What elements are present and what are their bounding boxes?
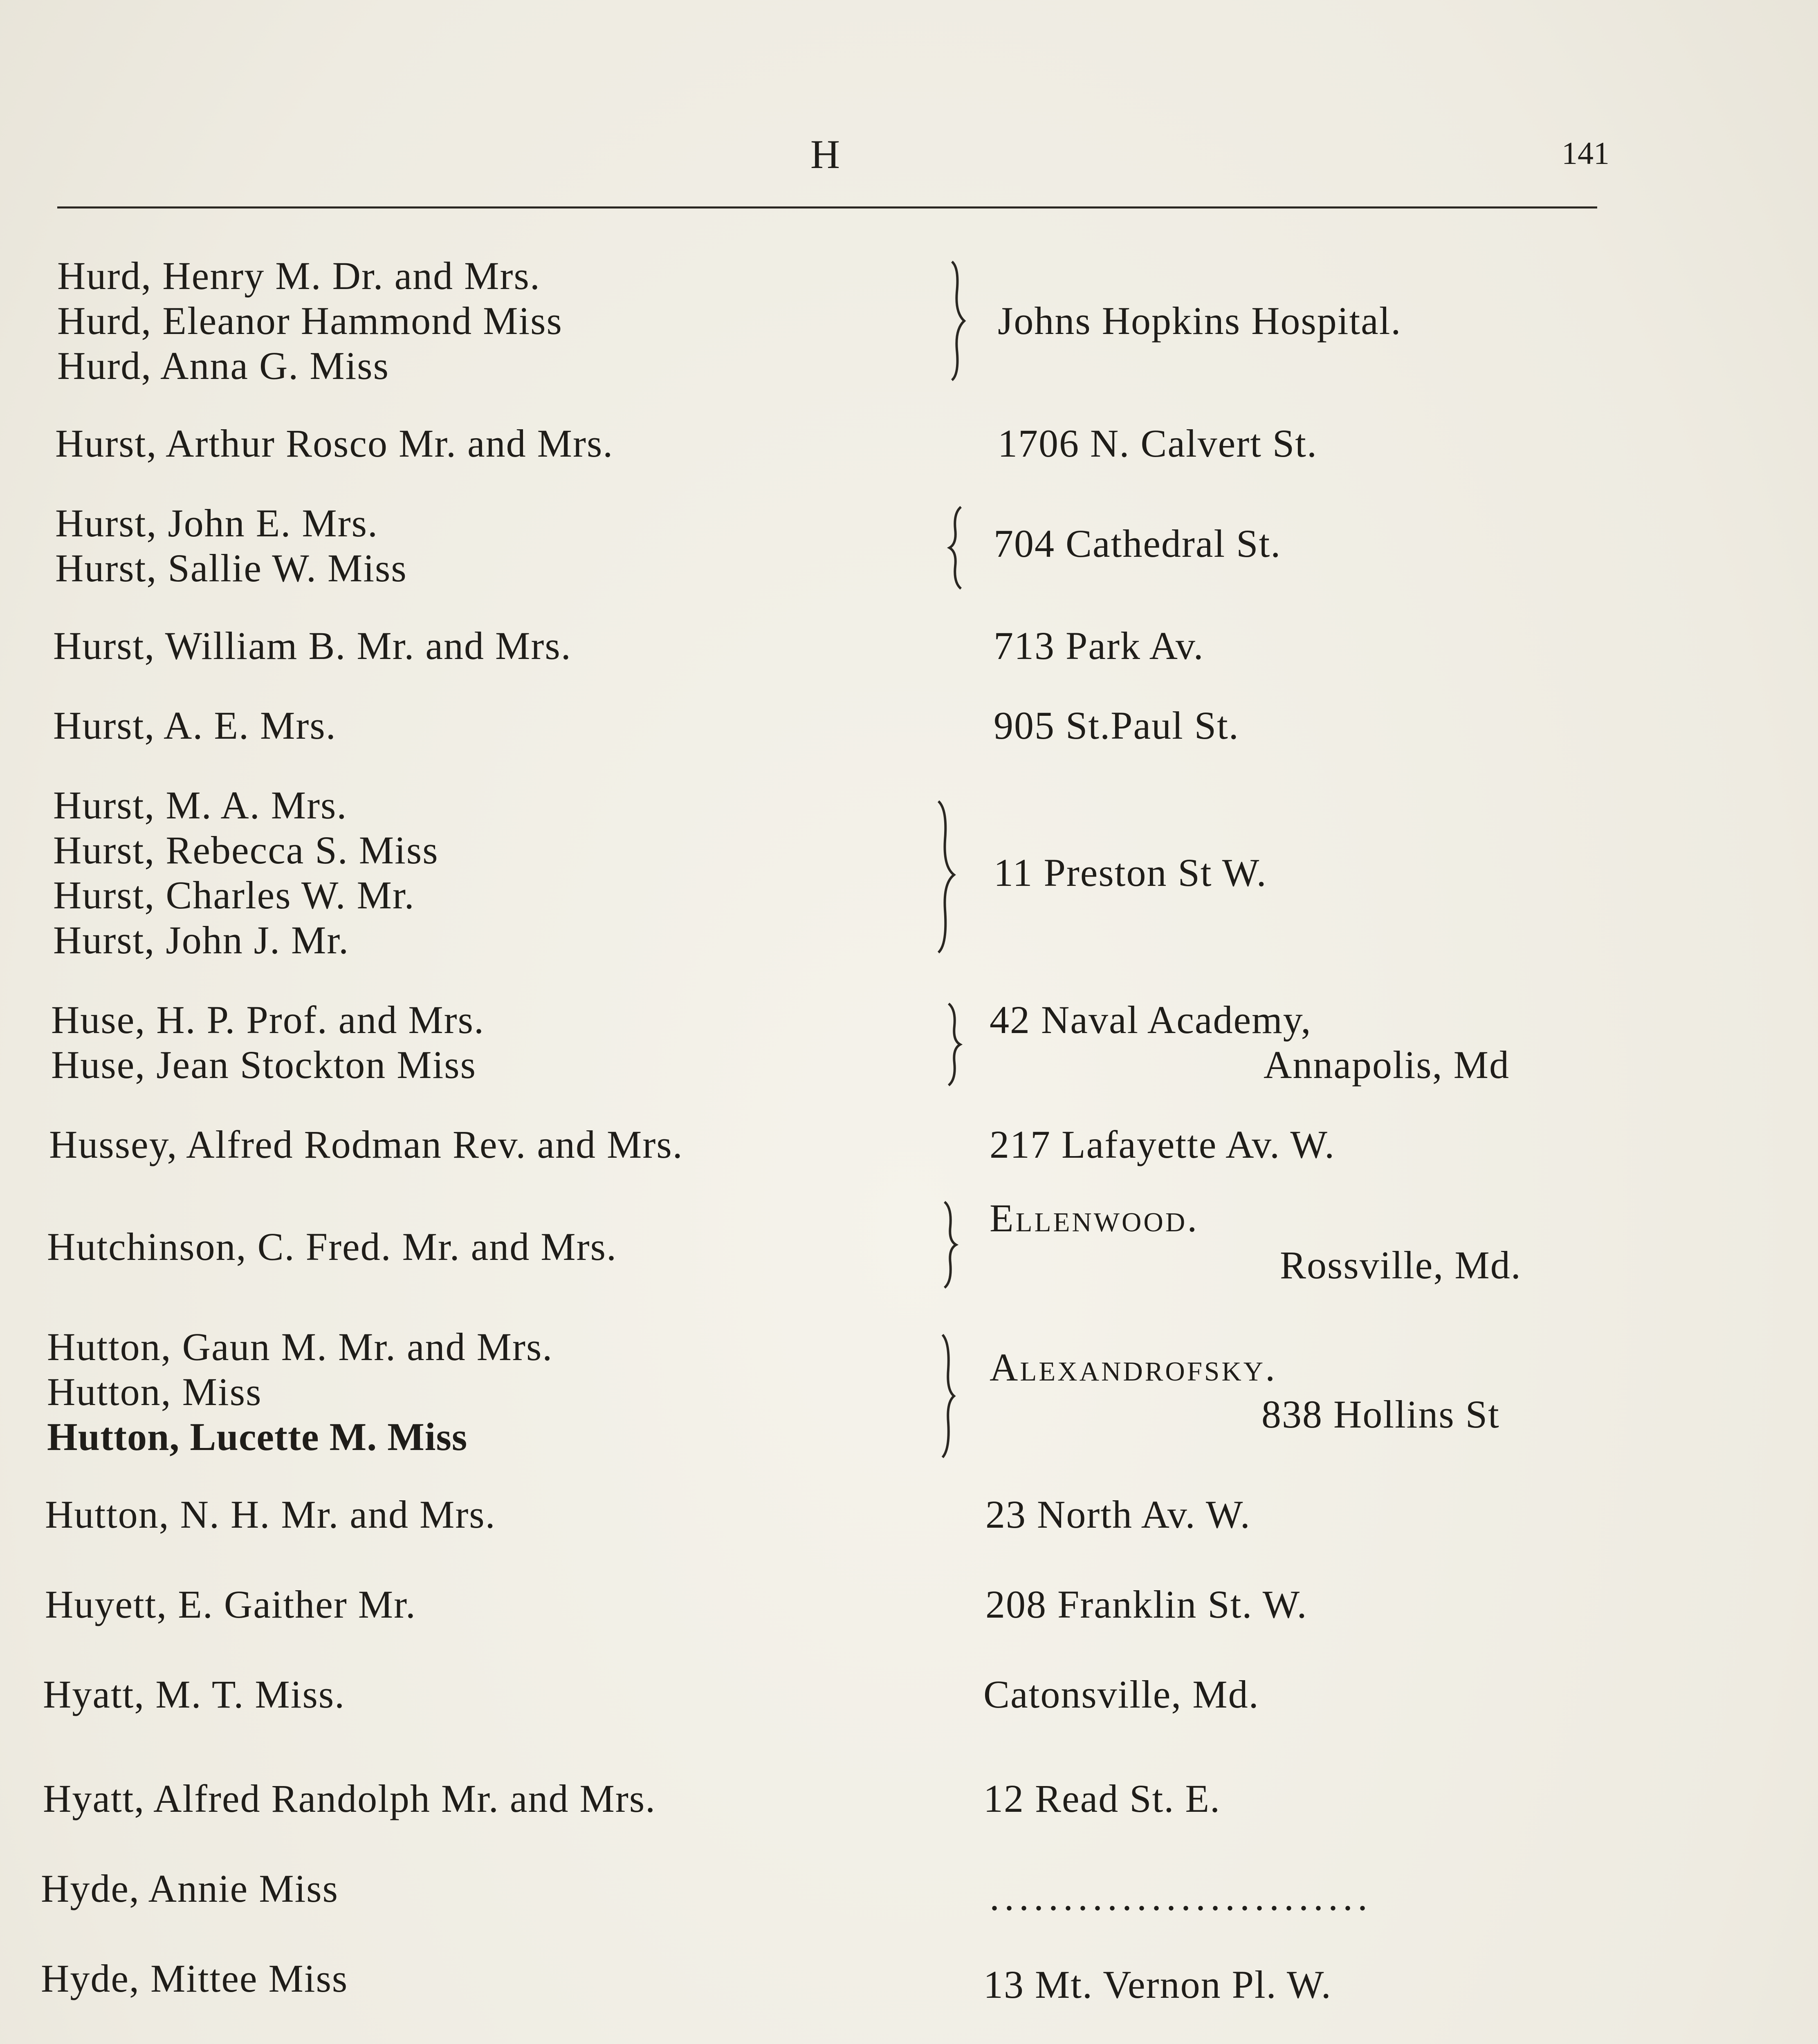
header-rule [57, 206, 1597, 208]
brace-icon [940, 1002, 965, 1087]
entry-name: Hyde, Annie Miss [41, 1867, 339, 1910]
entry-name: Hyatt, Alfred Randolph Mr. and Mrs. [43, 1777, 656, 1820]
entry-address: 713 Park Av. [994, 624, 1204, 668]
entry-address: .......................... [990, 1875, 1372, 1918]
brace-icon [930, 799, 959, 955]
entry-address: 42 Naval Academy, [990, 998, 1312, 1042]
entry-address: 217 Lafayette Av. W. [990, 1123, 1335, 1166]
entry-address: 905 St.Paul St. [994, 704, 1239, 747]
entry-address: 208 Franklin St. W. [985, 1582, 1308, 1626]
entry-address: 704 Cathedral St. [994, 522, 1282, 565]
entry-name: Hutton, N. H. Mr. and Mrs. [45, 1493, 496, 1536]
entry-name: Hutton, Lucette M. Miss [47, 1415, 468, 1459]
entry-name: Hyde, Mittee Miss [41, 1957, 348, 2000]
entry-name: Hurst, M. A. Mrs. [53, 783, 348, 827]
brace-icon [934, 1333, 959, 1459]
entry-address: 12 Read St. E. [983, 1777, 1221, 1820]
entry-name: Huyett, E. Gaither Mr. [45, 1582, 416, 1626]
brace-icon [945, 505, 969, 591]
entry-address: Johns Hopkins Hospital. [998, 299, 1402, 343]
entry-name: Hurst, Rebecca S. Miss [53, 828, 439, 872]
entry-name: Huse, H. P. Prof. and Mrs. [51, 998, 485, 1042]
entry-name: Hyatt, M. T. Miss. [43, 1672, 346, 1716]
entry-name: Hurst, Charles W. Mr. [53, 873, 415, 917]
entry-address: 23 North Av. W. [985, 1493, 1251, 1536]
entry-address: 838 Hollins St [1261, 1392, 1500, 1436]
section-letter: H [810, 132, 842, 177]
entry-name: Hurst, William B. Mr. and Mrs. [53, 624, 572, 668]
entry-name: Hurst, John J. Mr. [53, 918, 350, 962]
brace-icon [945, 260, 969, 382]
entry-address: Annapolis, Md [1264, 1043, 1510, 1087]
entry-name: Hurst, Sallie W. Miss [55, 546, 407, 590]
entry-address: Alexandrofsky. [990, 1345, 1277, 1389]
entry-name: Hurd, Anna G. Miss [57, 344, 390, 388]
entry-name: Hurd, Eleanor Hammond Miss [57, 299, 563, 343]
entry-name: Hussey, Alfred Rodman Rev. and Mrs. [49, 1123, 683, 1166]
entry-name: Hutchinson, C. Fred. Mr. and Mrs. [47, 1225, 617, 1269]
entry-name: Hurst, Arthur Rosco Mr. and Mrs. [55, 421, 614, 465]
entry-name: Hurst, John E. Mrs. [55, 501, 379, 545]
entry-name: Huse, Jean Stockton Miss [51, 1043, 476, 1087]
entry-name: Hurd, Henry M. Dr. and Mrs. [57, 254, 541, 298]
entry-address: Rossville, Md. [1280, 1243, 1522, 1287]
page-number: 141 [1562, 135, 1609, 171]
brace-icon [936, 1200, 961, 1290]
entry-name: Hurst, A. E. Mrs. [53, 704, 337, 747]
entry-name: Hutton, Miss [47, 1370, 262, 1414]
entry-name: Hutton, Gaun M. Mr. and Mrs. [47, 1325, 553, 1369]
entry-address: 11 Preston St W. [994, 851, 1267, 894]
entry-address: Ellenwood. [990, 1196, 1199, 1240]
entry-address: Catonsville, Md. [983, 1672, 1259, 1716]
entry-address: 13 Mt. Vernon Pl. W. [983, 1963, 1332, 2006]
entry-address: 1706 N. Calvert St. [998, 421, 1317, 465]
